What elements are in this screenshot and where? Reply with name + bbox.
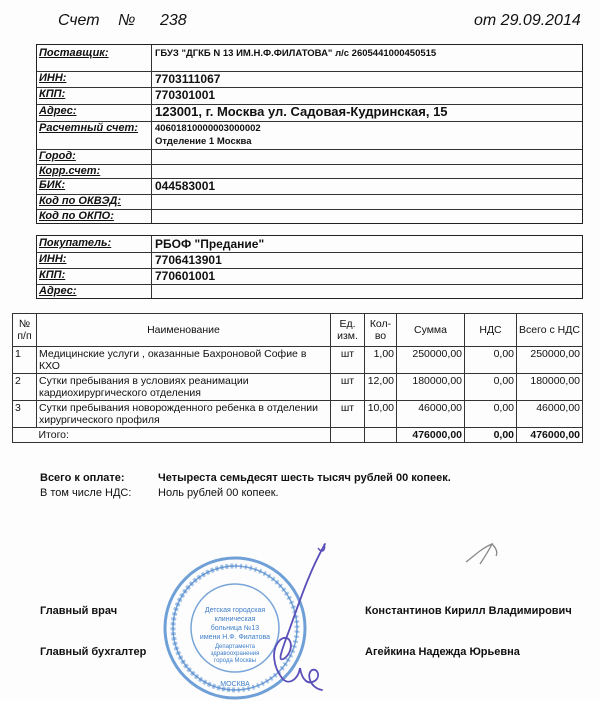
supplier-bik-value: 044583001 [155,179,216,193]
table-row [13,374,583,401]
supplier-city-label: Город: [39,149,152,164]
supplier-corr-row [37,164,582,179]
row-sum: 250000,00 [397,347,465,374]
row-unit: шт [331,374,365,401]
table-row [13,401,583,428]
col-sum-header: Сумма [397,314,465,347]
svg-text:здравоохранения: здравоохранения [210,651,260,657]
col-number-header: № п/п [13,314,37,347]
accountant-signature-icon [462,538,502,568]
buyer-inn-label: ИНН: [39,252,152,268]
buyer-address-label: Адрес: [39,284,152,298]
buyer-inn-row [37,252,582,269]
buyer-kpp-label: КПП: [39,268,152,284]
supplier-bik-label: БИК: [39,178,152,194]
col-name-header: Наименование [37,314,331,347]
supplier-box [36,44,583,224]
col-unit-header: Ед. изм. [331,314,365,347]
total-vat: 0,00 [465,428,517,443]
buyer-address-row [37,284,582,298]
svg-text:МОСКВА: МОСКВА [220,681,250,688]
row-unit: шт [331,347,365,374]
buyer-row [37,236,582,253]
supplier-account-value: 40601810000003000002 [155,123,261,134]
row-vat: 0,00 [465,401,517,428]
table-header-row [13,314,583,347]
accountant-label: Главный бухгалтер [40,646,147,658]
supplier-corr-label: Корр.счет: [39,164,152,178]
row-total: 250000,00 [517,347,583,374]
buyer-value: РБОФ "Предание" [155,237,265,251]
supplier-kpp-value: 770301001 [155,88,216,102]
round-stamp-icon [165,558,305,698]
svg-text:больница №13: больница №13 [210,625,260,632]
stamp-and-signature [150,540,340,700]
supplier-bank-branch: Отделение 1 Москва [155,136,252,147]
buyer-box [36,235,583,299]
row-number: 1 [13,347,37,374]
supplier-bik-row [37,178,582,195]
supplier-address-value: 123001, г. Москва ул. Садовая-Кудринская, 15 [155,104,448,119]
col-total-header: Всего с НДС [517,314,583,347]
items-table [12,313,583,443]
chief-doctor-label: Главный врач [40,605,118,617]
pay-value: Четыреста семьдесят шесть тысяч рублей 00 копеек. [158,472,451,484]
buyer-label: Покупатель: [39,236,152,252]
row-qty: 12,00 [365,374,397,401]
col-vat-header: НДС [465,314,517,347]
supplier-okved-label: Код по ОКВЭД: [39,194,152,209]
supplier-okved-row [37,194,582,210]
row-vat: 0,00 [465,374,517,401]
vat-value: Ноль рублей 00 копеек. [158,487,279,499]
supplier-account-row [37,121,582,150]
row-name: Сутки пребывания новорожденного ребенка в отделении хирургического профиля [37,401,331,428]
supplier-inn-label: ИНН: [39,71,152,87]
row-qty: 1,00 [365,347,397,374]
svg-text:имени Н.Ф. Филатова: имени Н.Ф. Филатова [199,634,271,641]
row-unit: шт [331,401,365,428]
supplier-address-label: Адрес: [39,104,152,121]
total-amount: 476000,00 [517,428,583,443]
row-total: 46000,00 [517,401,583,428]
table-row [13,347,583,374]
svg-text:клиническая: клиническая [214,616,256,623]
total-spacer [13,428,37,443]
supplier-label: Поставщик: [39,45,152,71]
supplier-okpo-label: Код по ОКПО: [39,209,152,223]
supplier-account-label: Расчетный счет: [39,121,152,149]
vat-label: В том числе НДС: [40,487,132,499]
invoice-word: Счет [58,12,100,29]
row-name: Сутки пребывания в условиях реанимации кардиохирургического отделения [37,374,331,401]
number-sign: № [118,12,136,29]
supplier-kpp-label: КПП: [39,87,152,104]
row-qty: 10,00 [365,401,397,428]
buyer-kpp-value: 770601001 [155,269,216,283]
table-total-row [13,428,583,443]
supplier-okpo-row [37,209,582,223]
pay-label: Всего к оплате: [40,472,125,484]
supplier-inn-row [37,71,582,88]
accountant-name: Агейкина Надежда Юрьевна [365,646,520,658]
row-sum: 180000,00 [397,374,465,401]
invoice-date: от 29.09.2014 [474,12,581,29]
row-total: 180000,00 [517,374,583,401]
supplier-kpp-row [37,87,582,105]
total-unit-empty [331,428,365,443]
supplier-inn-value: 7703111067 [155,72,221,86]
supplier-row [37,45,582,72]
svg-text:Детская городская: Детская городская [204,607,266,614]
supplier-value: ГБУЗ "ДГКБ N 13 ИМ.Н.Ф.ФИЛАТОВА" л/с 2605441000450515 [155,48,437,59]
total-label: Итого: [37,428,331,443]
row-number: 3 [13,401,37,428]
svg-text:города Москвы: города Москвы [214,658,256,664]
total-qty-empty [365,428,397,443]
buyer-kpp-row [37,268,582,285]
supplier-address-row [37,104,582,122]
invoice-number: 238 [160,12,187,29]
supplier-city-row [37,149,582,165]
col-qty-header: Кол-во [365,314,397,347]
buyer-inn-value: 7706413901 [155,253,222,267]
row-vat: 0,00 [465,347,517,374]
row-number: 2 [13,374,37,401]
row-sum: 46000,00 [397,401,465,428]
row-name: Медицинские услуги , оказанные Бахроновой Софие в КХО [37,347,331,374]
total-sum: 476000,00 [397,428,465,443]
chief-doctor-name: Константинов Кирилл Владимирович [365,605,572,617]
svg-text:Департамента: Департамента [214,644,256,650]
